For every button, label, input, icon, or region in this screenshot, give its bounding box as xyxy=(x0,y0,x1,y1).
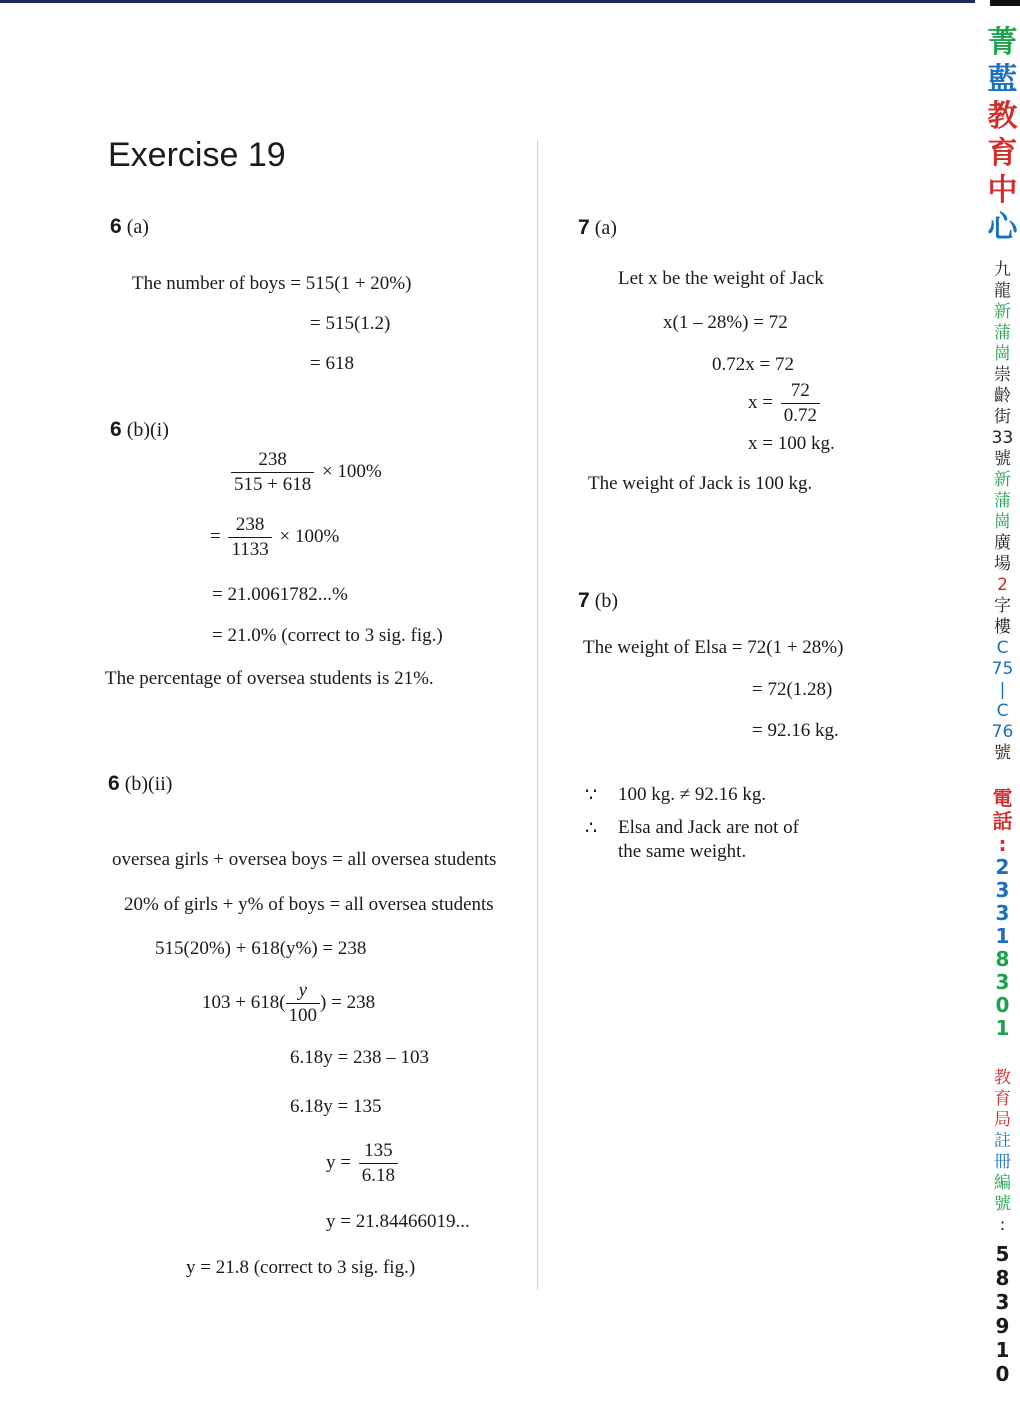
q6bii-line-5: 6.18y = 238 – 103 xyxy=(290,1047,429,1068)
question-7a-heading xyxy=(578,216,617,240)
registration-digit-char: 9 xyxy=(995,1314,1010,1338)
centre-name-char: 菁 xyxy=(987,25,1018,60)
centre-address-char: 號 xyxy=(994,743,1011,763)
phone-digit-char: 8 xyxy=(995,947,1010,971)
because-statement: 100 kg. ≠ 92.16 kg. xyxy=(618,784,767,805)
sidebar-banner xyxy=(985,0,1020,1403)
phone-digit-char: 1 xyxy=(995,1016,1010,1040)
question-number: 6 xyxy=(108,772,120,795)
centre-address-char: 2 xyxy=(997,575,1008,595)
registration-label-char: 局 xyxy=(994,1110,1011,1130)
q6a-line-2: = 515(1.2) xyxy=(310,313,391,334)
therefore-statement-line-1: Elsa and Jack are not of xyxy=(618,817,799,838)
denominator: 515 + 618 xyxy=(234,474,312,495)
fraction xyxy=(781,380,820,427)
registration-digit-char: 1 xyxy=(995,1338,1010,1362)
centre-address xyxy=(985,262,1020,766)
denominator: 100 xyxy=(288,1005,318,1026)
top-border xyxy=(0,0,975,3)
q6bi-line-2 xyxy=(210,514,339,561)
q6bii-line-1: oversea girls + oversea boys = all oversea students xyxy=(112,849,497,870)
fraction xyxy=(359,1140,398,1187)
question-part: (b) xyxy=(594,590,619,612)
centre-address-char: 崇 xyxy=(994,365,1011,385)
q6bii-line-2: 20% of girls + y% of boys = all oversea students xyxy=(124,894,494,915)
phone-label-char: 電 xyxy=(992,786,1013,810)
q7a-line-3: 0.72x = 72 xyxy=(712,354,794,375)
question-number: 6 xyxy=(110,418,122,441)
q6bi-conclusion: The percentage of oversea students is 21%. xyxy=(105,668,434,689)
centre-name-char: 中 xyxy=(987,173,1018,208)
q6bii-line-8: y = 21.84466019... xyxy=(326,1211,470,1232)
q7a-line-5: x = 100 kg. xyxy=(748,433,835,454)
denominator: 0.72 xyxy=(783,405,817,426)
question-part: (a) xyxy=(126,216,149,238)
q7b-line-1: The weight of Elsa = 72(1 + 28%) xyxy=(583,637,844,658)
multiplier: × 100% xyxy=(279,525,340,547)
centre-address-char: 新 xyxy=(994,470,1011,490)
numerator: 72 xyxy=(781,380,820,404)
phone-digit-char: 0 xyxy=(995,993,1010,1017)
numerator: 238 xyxy=(231,449,314,473)
registration-digits xyxy=(996,1244,1010,1388)
centre-address-char: | xyxy=(999,680,1006,700)
centre-address-char: 樓 xyxy=(994,617,1011,637)
q6bi-line-3: = 21.0061782...% xyxy=(212,584,348,605)
q6bii-line-3: 515(20%) + 618(y%) = 238 xyxy=(155,938,367,959)
fraction xyxy=(286,980,321,1027)
centre-address-char: 崗 xyxy=(994,512,1011,532)
registration-label-char: 號 xyxy=(994,1194,1011,1214)
centre-address-char: C xyxy=(996,638,1009,658)
q7a-line-2: x(1 – 28%) = 72 xyxy=(663,312,788,333)
phone-digit-char: 1 xyxy=(995,924,1010,948)
q7a-conclusion: The weight of Jack is 100 kg. xyxy=(588,473,813,494)
question-part: (b)(ii) xyxy=(124,773,173,795)
question-7b-heading xyxy=(578,589,618,613)
registration-label-char: 冊 xyxy=(994,1152,1011,1172)
phone-digit-char: 2 xyxy=(995,855,1010,879)
denominator: 6.18 xyxy=(361,1165,395,1186)
q7b-line-3: = 92.16 kg. xyxy=(752,720,839,741)
q7a-line-1: Let x be the weight of Jack xyxy=(618,268,824,289)
question-6bi-heading xyxy=(110,418,169,442)
equals-sign: = xyxy=(210,525,221,547)
centre-address-char: 蒲 xyxy=(994,491,1011,511)
centre-address-char: 街 xyxy=(994,407,1011,427)
because-symbol: ∵ xyxy=(585,785,598,806)
registration-digit-char: 0 xyxy=(995,1362,1010,1386)
registration-label-char: : xyxy=(999,1215,1006,1235)
q6bii-line-4 xyxy=(202,980,375,1027)
denominator: 1133 xyxy=(231,539,269,560)
question-part: (a) xyxy=(594,217,617,239)
expression-prefix: 103 + 618( xyxy=(202,991,286,1013)
phone-label-char: : xyxy=(998,832,1007,856)
expression-suffix: ) = 238 xyxy=(320,991,376,1013)
registration-digit-char: 8 xyxy=(995,1266,1010,1290)
centre-address-char: 新 xyxy=(994,302,1011,322)
expression-prefix: y = xyxy=(326,1151,351,1173)
centre-address-char: 廣 xyxy=(994,533,1011,553)
centre-address-char: 76 xyxy=(991,722,1014,742)
registration-digit-char: 5 xyxy=(995,1242,1010,1266)
q6bi-line-4: = 21.0% (correct to 3 sig. fig.) xyxy=(212,625,443,646)
question-6bii-heading xyxy=(108,772,172,796)
question-6a-heading xyxy=(110,215,149,239)
centre-address-char: 齡 xyxy=(994,386,1011,406)
q6a-line-1: The number of boys = 515(1 + 20%) xyxy=(132,273,412,294)
fraction xyxy=(228,514,271,561)
therefore-statement-line-2: the same weight. xyxy=(618,841,747,862)
numerator: 238 xyxy=(228,514,271,538)
registration-label-char: 教 xyxy=(994,1068,1011,1088)
phone-label-char: 話 xyxy=(992,809,1013,833)
question-number: 7 xyxy=(578,216,590,239)
numerator: y xyxy=(286,980,321,1004)
centre-address-char: 龍 xyxy=(994,281,1011,301)
page-title: Exercise 19 xyxy=(108,136,286,174)
expression-prefix: x = xyxy=(748,391,773,413)
phone-digit-char: 3 xyxy=(995,901,1010,925)
registration-label-char: 育 xyxy=(994,1089,1011,1109)
phone-digit-char: 3 xyxy=(995,878,1010,902)
question-number: 7 xyxy=(578,589,590,612)
question-number: 6 xyxy=(110,215,122,238)
centre-address-char: 蒲 xyxy=(994,323,1011,343)
q6bii-line-9: y = 21.8 (correct to 3 sig. fig.) xyxy=(186,1257,416,1278)
registration-label-char: 註 xyxy=(994,1131,1011,1151)
q6a-line-3: = 618 xyxy=(310,353,354,374)
q7b-line-2: = 72(1.28) xyxy=(752,679,833,700)
centre-address-char: 場 xyxy=(994,554,1011,574)
centre-address-char: C xyxy=(996,701,1009,721)
registration-number xyxy=(985,1070,1020,1388)
q6bii-line-6: 6.18y = 135 xyxy=(290,1096,382,1117)
centre-name xyxy=(985,25,1020,250)
centre-address-char: 33 xyxy=(991,428,1014,448)
centre-address-char: 九 xyxy=(994,260,1011,280)
numerator: 135 xyxy=(359,1140,398,1164)
q6bii-line-7 xyxy=(326,1140,401,1187)
centre-name-char: 藍 xyxy=(987,62,1018,97)
registration-label-char: 編 xyxy=(994,1173,1011,1193)
fraction xyxy=(231,449,314,496)
centre-name-char: 心 xyxy=(987,210,1018,245)
phone-digit-char: 3 xyxy=(995,970,1010,994)
centre-phone xyxy=(985,788,1020,1041)
registration-digit-char: 3 xyxy=(995,1290,1010,1314)
q6bi-line-1 xyxy=(228,449,382,496)
therefore-symbol: ∴ xyxy=(585,818,598,839)
centre-address-char: 號 xyxy=(994,449,1011,469)
centre-address-char: 75 xyxy=(991,659,1014,679)
q7a-line-4 xyxy=(748,380,823,427)
question-part: (b)(i) xyxy=(126,419,169,441)
centre-address-char: 字 xyxy=(994,596,1011,616)
centre-address-char: 崗 xyxy=(994,344,1011,364)
column-divider xyxy=(537,140,538,1290)
centre-name-char: 育 xyxy=(987,136,1018,171)
centre-name-char: 教 xyxy=(987,99,1018,134)
multiplier: × 100% xyxy=(321,460,382,482)
